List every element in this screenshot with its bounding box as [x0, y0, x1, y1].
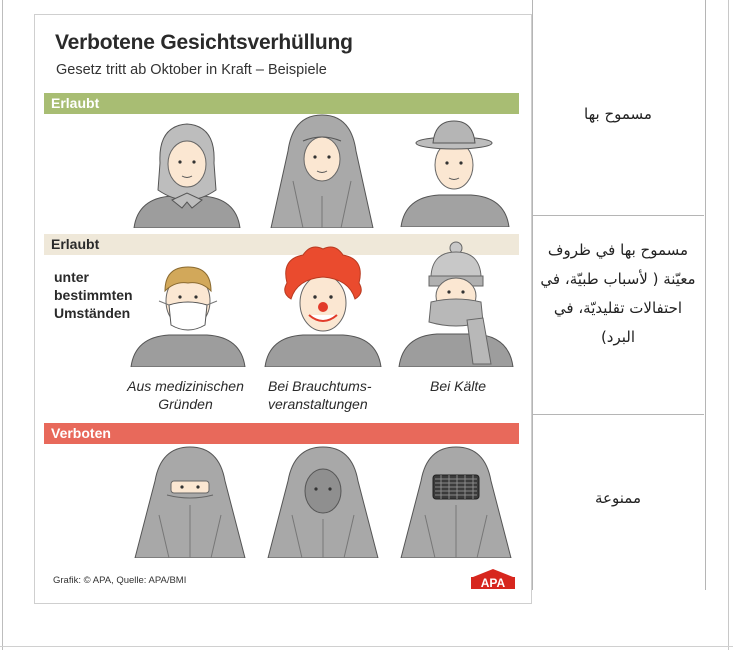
- headscarf-figure: [132, 118, 242, 228]
- clown-figure: [263, 243, 383, 367]
- conditional-note: unter bestimmten Umständen: [54, 269, 133, 321]
- right-border: [728, 0, 729, 650]
- hijab-figure: [263, 111, 381, 228]
- bottom-border: [0, 646, 733, 647]
- medical-mask-figure: [129, 249, 247, 367]
- winter-scarf-figure: [397, 240, 515, 367]
- hat-man-figure: [397, 115, 512, 227]
- allowed-section-label: Erlaubt: [51, 95, 100, 111]
- conditional-section-label: Erlaubt: [51, 236, 100, 252]
- arabic-forbidden: ممنوعة: [595, 489, 641, 507]
- niqab-figure: [131, 445, 249, 558]
- graphic-subtitle: Gesetz tritt ab Oktober in Kraft – Beispiele: [56, 62, 327, 78]
- caption-medical: Aus medizinischen Gründen: [127, 378, 244, 412]
- graphic-credit: Grafik: © APA, Quelle: APA/BMI: [53, 575, 187, 586]
- veil-figure: [264, 445, 382, 558]
- caption-cold: Bei Kälte: [430, 378, 487, 394]
- left-border: [2, 0, 3, 650]
- arabic-divider-2: [532, 414, 704, 415]
- arabic-allowed: مسموح بها: [584, 105, 652, 123]
- svg-text:APA: APA: [480, 576, 506, 589]
- arabic-divider-1: [532, 215, 704, 216]
- forbidden-section-bar: [44, 423, 519, 444]
- infographic-panel: [34, 14, 532, 604]
- forbidden-section-label: Verboten: [51, 425, 111, 441]
- graphic-title: Verbotene Gesichtsverhüllung: [55, 31, 353, 54]
- apa-logo: [469, 569, 517, 589]
- burqa-figure: [397, 445, 515, 558]
- caption-traditional-events: Bei Brauchtums- veranstaltungen: [268, 378, 372, 412]
- arabic-conditional: مسموح بها في ظروف معيّنة ( لأسباب طبيّة، في احتفالات تقليديّة، في البرد): [540, 241, 696, 346]
